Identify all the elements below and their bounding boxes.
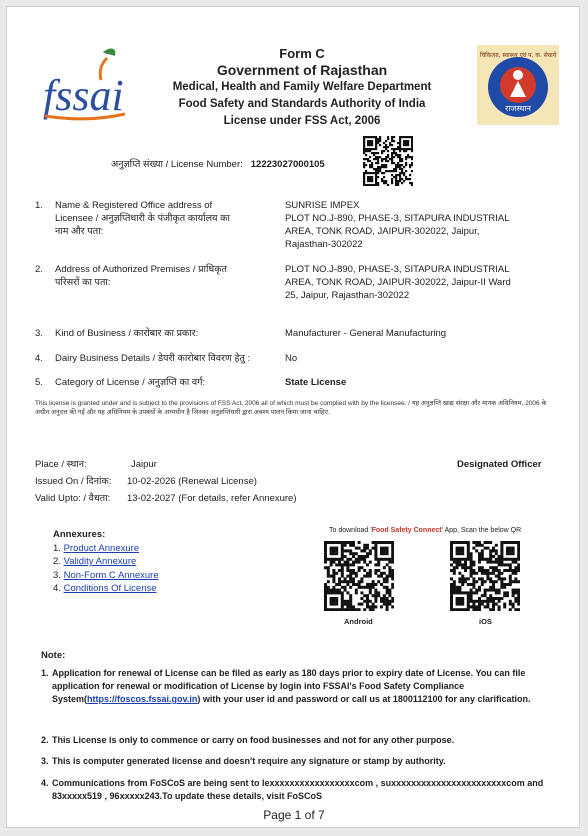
note-item-communications: 4. Communications from FoSCoS are being sent to lexxxxxxxxxxxxxxxxxcom , suxxxxxxxxxxxxxxxxxxxxxxxcom and 83xxxxx519 , 96xxxxx243.To update these details, visit FoSCoS xyxy=(41,778,544,801)
item-value: PLOT NO.J-890, PHASE-3, SITAPURA INDUSTRIAL AREA, TONK ROAD, JAIPUR-302022, Jaipur-II Ward 25, Jaipur, Rajasthan-302022 xyxy=(285,264,511,301)
rajasthan-logo-text: राजस्थान xyxy=(505,104,531,113)
item-label: Category of License / अनुज्ञप्ति का वर्ग: xyxy=(55,377,206,388)
license-page xyxy=(6,6,580,828)
place-row xyxy=(35,458,157,471)
item-label: Address of Authorized Premises / प्राधिकृत परिसरों का पता: xyxy=(55,264,227,288)
item-value: SUNRISE IMPEX PLOT NO.J-890, PHASE-3, SITAPURA INDUSTRIAL AREA, TONK ROAD, JAIPUR-302022, Jaipur, Rajasthan-302022 xyxy=(285,200,510,250)
annexure-item: 1. Product Annexure xyxy=(53,542,140,554)
license-disclaimer: This license is granted under and is subject to the provisions of FSS Act, 2006 all of which must be complied with by the licensee. / यह अनुज्ञप्ति खाद्य संरक्षा और मानक अधिनियम, 2006 के अधीन अनुदत्त की गई और यह अधिनियम के उपबंधों के अध्यधीन है जिनका अनुज्ञप्तिधारी द्वारा अवश्य पालन किया जाना चाहिए. xyxy=(35,400,547,416)
rajasthan-motto: चिकित्सा, स्वास्थ्य एवं प. क. सेवायें xyxy=(479,52,557,59)
item-license-category: 5. Category of License / अनुज्ञप्ति का वर्ग: State License xyxy=(35,376,555,390)
license-number-value: 12223027000105 xyxy=(250,159,325,170)
valid-value: 13-02-2027 (For details, refer Annexure) xyxy=(127,493,297,504)
form-title: Form C xyxy=(279,46,325,61)
note-item-renewal: 1. Application for renewal of License can be filed as early as 180 days prior to expiry date of License. You can file application for renewal or modification of License by login into FSSAI's Food Safety Compliance System(https://foscos.fssai.gov.in) with your user id and password or call us at 1800112100 for any clarification. xyxy=(41,668,531,704)
note-title: Note: xyxy=(41,650,66,661)
license-qr-code xyxy=(363,136,413,186)
issued-row xyxy=(35,475,257,488)
issued-label: Issued On / दिनांक: xyxy=(35,476,112,487)
document-header xyxy=(127,45,477,130)
conditions-of-license-link[interactable]: Conditions Of License xyxy=(63,583,157,594)
note-item-generated: 3. This is computer generated license and doesn't require any signature or stamp by authority. xyxy=(41,756,446,766)
item-registered-office: 1. Name & Registered Office address of Licensee / अनुज्ञप्तिधारी के पंजीकृत कार्यालय का नाम और पता: SUNRISE IMPEX PLOT NO.J-890, PHASE-3, SITAPURA INDUSTRIAL AREA, TONK ROAD, JAIPUR-302022, Jaipur, Rajasthan-302022 xyxy=(35,199,555,259)
page-indicator: Page 1 of 7 xyxy=(263,808,325,822)
government-title: Government of Rajasthan xyxy=(216,62,388,78)
license-number-label: अनुज्ञप्ति संख्या / License Number: xyxy=(111,159,243,170)
annexures-section xyxy=(53,528,159,596)
foscos-link[interactable]: https://foscos.fssai.gov.in xyxy=(87,694,198,704)
department-title: Medical, Health and Family Welfare Department xyxy=(172,81,432,93)
item-label: Kind of Business / कारोबार का प्रकार: xyxy=(55,328,199,339)
product-annexure-link[interactable]: Product Annexure xyxy=(63,542,140,554)
android-qr-code[interactable] xyxy=(324,541,394,611)
annexure-item: 4. Conditions Of License xyxy=(53,583,157,594)
item-value: No xyxy=(285,353,298,364)
fssai-logo xyxy=(41,44,127,124)
annexures-title: Annexures: xyxy=(53,529,106,540)
rajasthan-health-logo xyxy=(477,45,559,125)
annexure-item: 2. Validity Annexure xyxy=(53,556,137,567)
non-form-c-annexure-link[interactable]: Non-Form C Annexure xyxy=(63,569,159,581)
app-name: Food Safety Connect xyxy=(371,527,442,534)
item-dairy-business: 4. Dairy Business Details / डेयरी कारोबार विवरण हेतु : No xyxy=(35,352,555,366)
license-number-row xyxy=(111,157,325,170)
valid-row xyxy=(35,492,297,505)
validity-annexure-link[interactable]: Validity Annexure xyxy=(63,556,137,567)
app-download-text: To download 'Food Safety Connect' App, Scan the below QR xyxy=(329,527,522,534)
authority-title: Food Safety and Standards Authority of India xyxy=(178,98,426,110)
issued-value: 10-02-2026 (Renewal License) xyxy=(127,476,257,487)
place-value: Jaipur xyxy=(131,459,157,470)
ios-qr-code[interactable] xyxy=(450,541,520,611)
annexure-item: 3. Non-Form C Annexure xyxy=(53,569,159,581)
item-label: Dairy Business Details / डेयरी कारोबार विवरण हेतु : xyxy=(55,353,251,364)
item-label: Name & Registered Office address of Licensee / अनुज्ञप्तिधारी के पंजीकृत कार्यालय का नाम और पता: xyxy=(55,200,230,237)
android-label: Android xyxy=(344,617,373,626)
item-value: Manufacturer - General Manufacturing xyxy=(285,328,447,339)
item-value: State License xyxy=(285,377,347,388)
item-authorized-premises: 2. Address of Authorized Premises / प्राधिकृत परिसरों का पता: PLOT NO.J-890, PHASE-3, SITAPURA INDUSTRIAL AREA, TONK ROAD, JAIPUR-302022, Jaipur-II Ward 25, Jaipur, Rajasthan-302022 xyxy=(35,263,555,319)
place-label: Place / स्थान: xyxy=(35,459,87,470)
act-title: License under FSS Act, 2006 xyxy=(223,115,381,127)
fssai-logo-text: fssai xyxy=(43,71,124,120)
note-item-purpose: 2. This License is only to commence or carry on food businesses and not for any other purpose. xyxy=(41,735,455,745)
item-kind-of-business: 3. Kind of Business / कारोबार का प्रकार: Manufacturer - General Manufacturing xyxy=(35,327,555,341)
ios-label: iOS xyxy=(479,617,492,626)
valid-label: Valid Upto: / वैधता: xyxy=(35,493,111,504)
designated-officer: Designated Officer xyxy=(457,459,542,470)
